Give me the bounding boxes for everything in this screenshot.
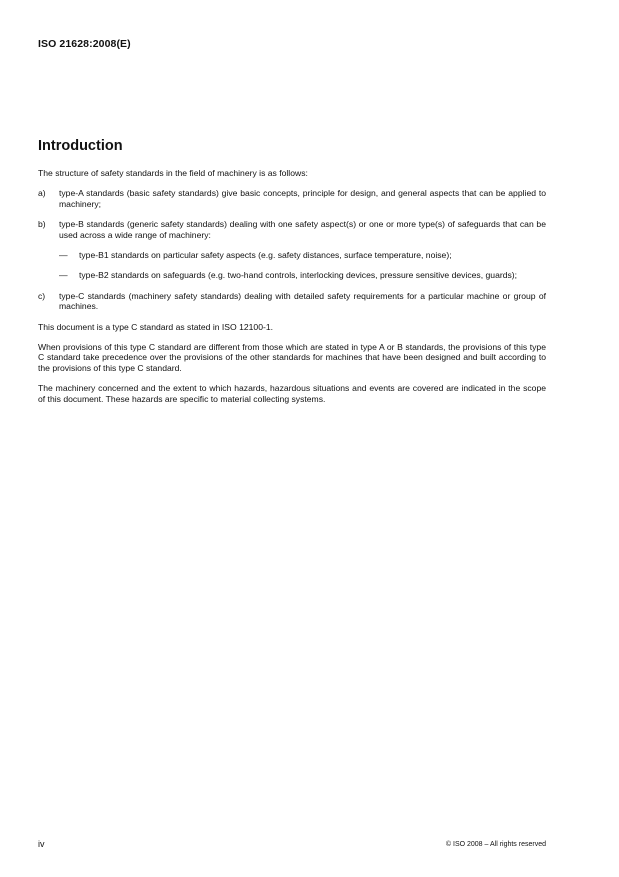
type-b-sublist — [59, 250, 546, 281]
list-marker: a) — [38, 188, 46, 199]
list-item-a — [38, 188, 546, 209]
list-item-b — [38, 219, 546, 240]
copyright-notice: © ISO 2008 – All rights reserved — [445, 841, 546, 848]
list-marker: c) — [38, 290, 46, 301]
type-c-statement-paragraph: This document is a type C standard as stated in ISO 12100-1. — [38, 321, 274, 332]
sublist-item-text: type-B2 standards on safeguards (e.g. two-hand controls, interlocking devices, pressure sensitive devices, guards); — [79, 270, 518, 281]
list-item-text: type-C standards (machinery safety standards) dealing with detailed safety requirements for a particular machine or group of machines. — [59, 290, 546, 312]
list-item-text: type-A standards (basic safety standards) give basic concepts, principle for design, and general aspects that can be applied to machinery; — [59, 188, 546, 209]
precedence-paragraph: When provisions of this type C standard are different from those which are stated in type A or B standards, the provisions of this type C standard take precedence over the provisions of the other standards for machines that have been designed and built according to the provisions of this type C standard. — [38, 342, 546, 373]
dash-bullet: — — [59, 250, 68, 261]
intro-paragraph: The structure of safety standards in the field of machinery is as follows: — [38, 168, 308, 178]
dash-bullet: — — [59, 270, 68, 281]
list-item-c — [38, 291, 546, 312]
section-title: Introduction — [38, 138, 123, 154]
sublist-item-b2 — [59, 270, 546, 280]
scope-paragraph: The machinery concerned and the extent to which hazards, hazardous situations and events are covered are indicated in the scope of this document. These hazards are specific to material collecting systems. — [38, 383, 546, 404]
introduction-section — [38, 138, 546, 414]
sublist-item-b1 — [59, 250, 546, 260]
list-item-text: type-B standards (generic safety standards) dealing with one safety aspect(s) or one or more type(s) of safeguards that can be used across a wide range of machinery: — [59, 219, 546, 240]
list-marker: b) — [38, 219, 46, 230]
page-number: iv — [38, 839, 45, 849]
sublist-item-text: type-B1 standards on particular safety aspects (e.g. safety distances, surface temperature, noise); — [79, 250, 452, 261]
document-id-header: ISO 21628:2008(E) — [38, 38, 131, 50]
